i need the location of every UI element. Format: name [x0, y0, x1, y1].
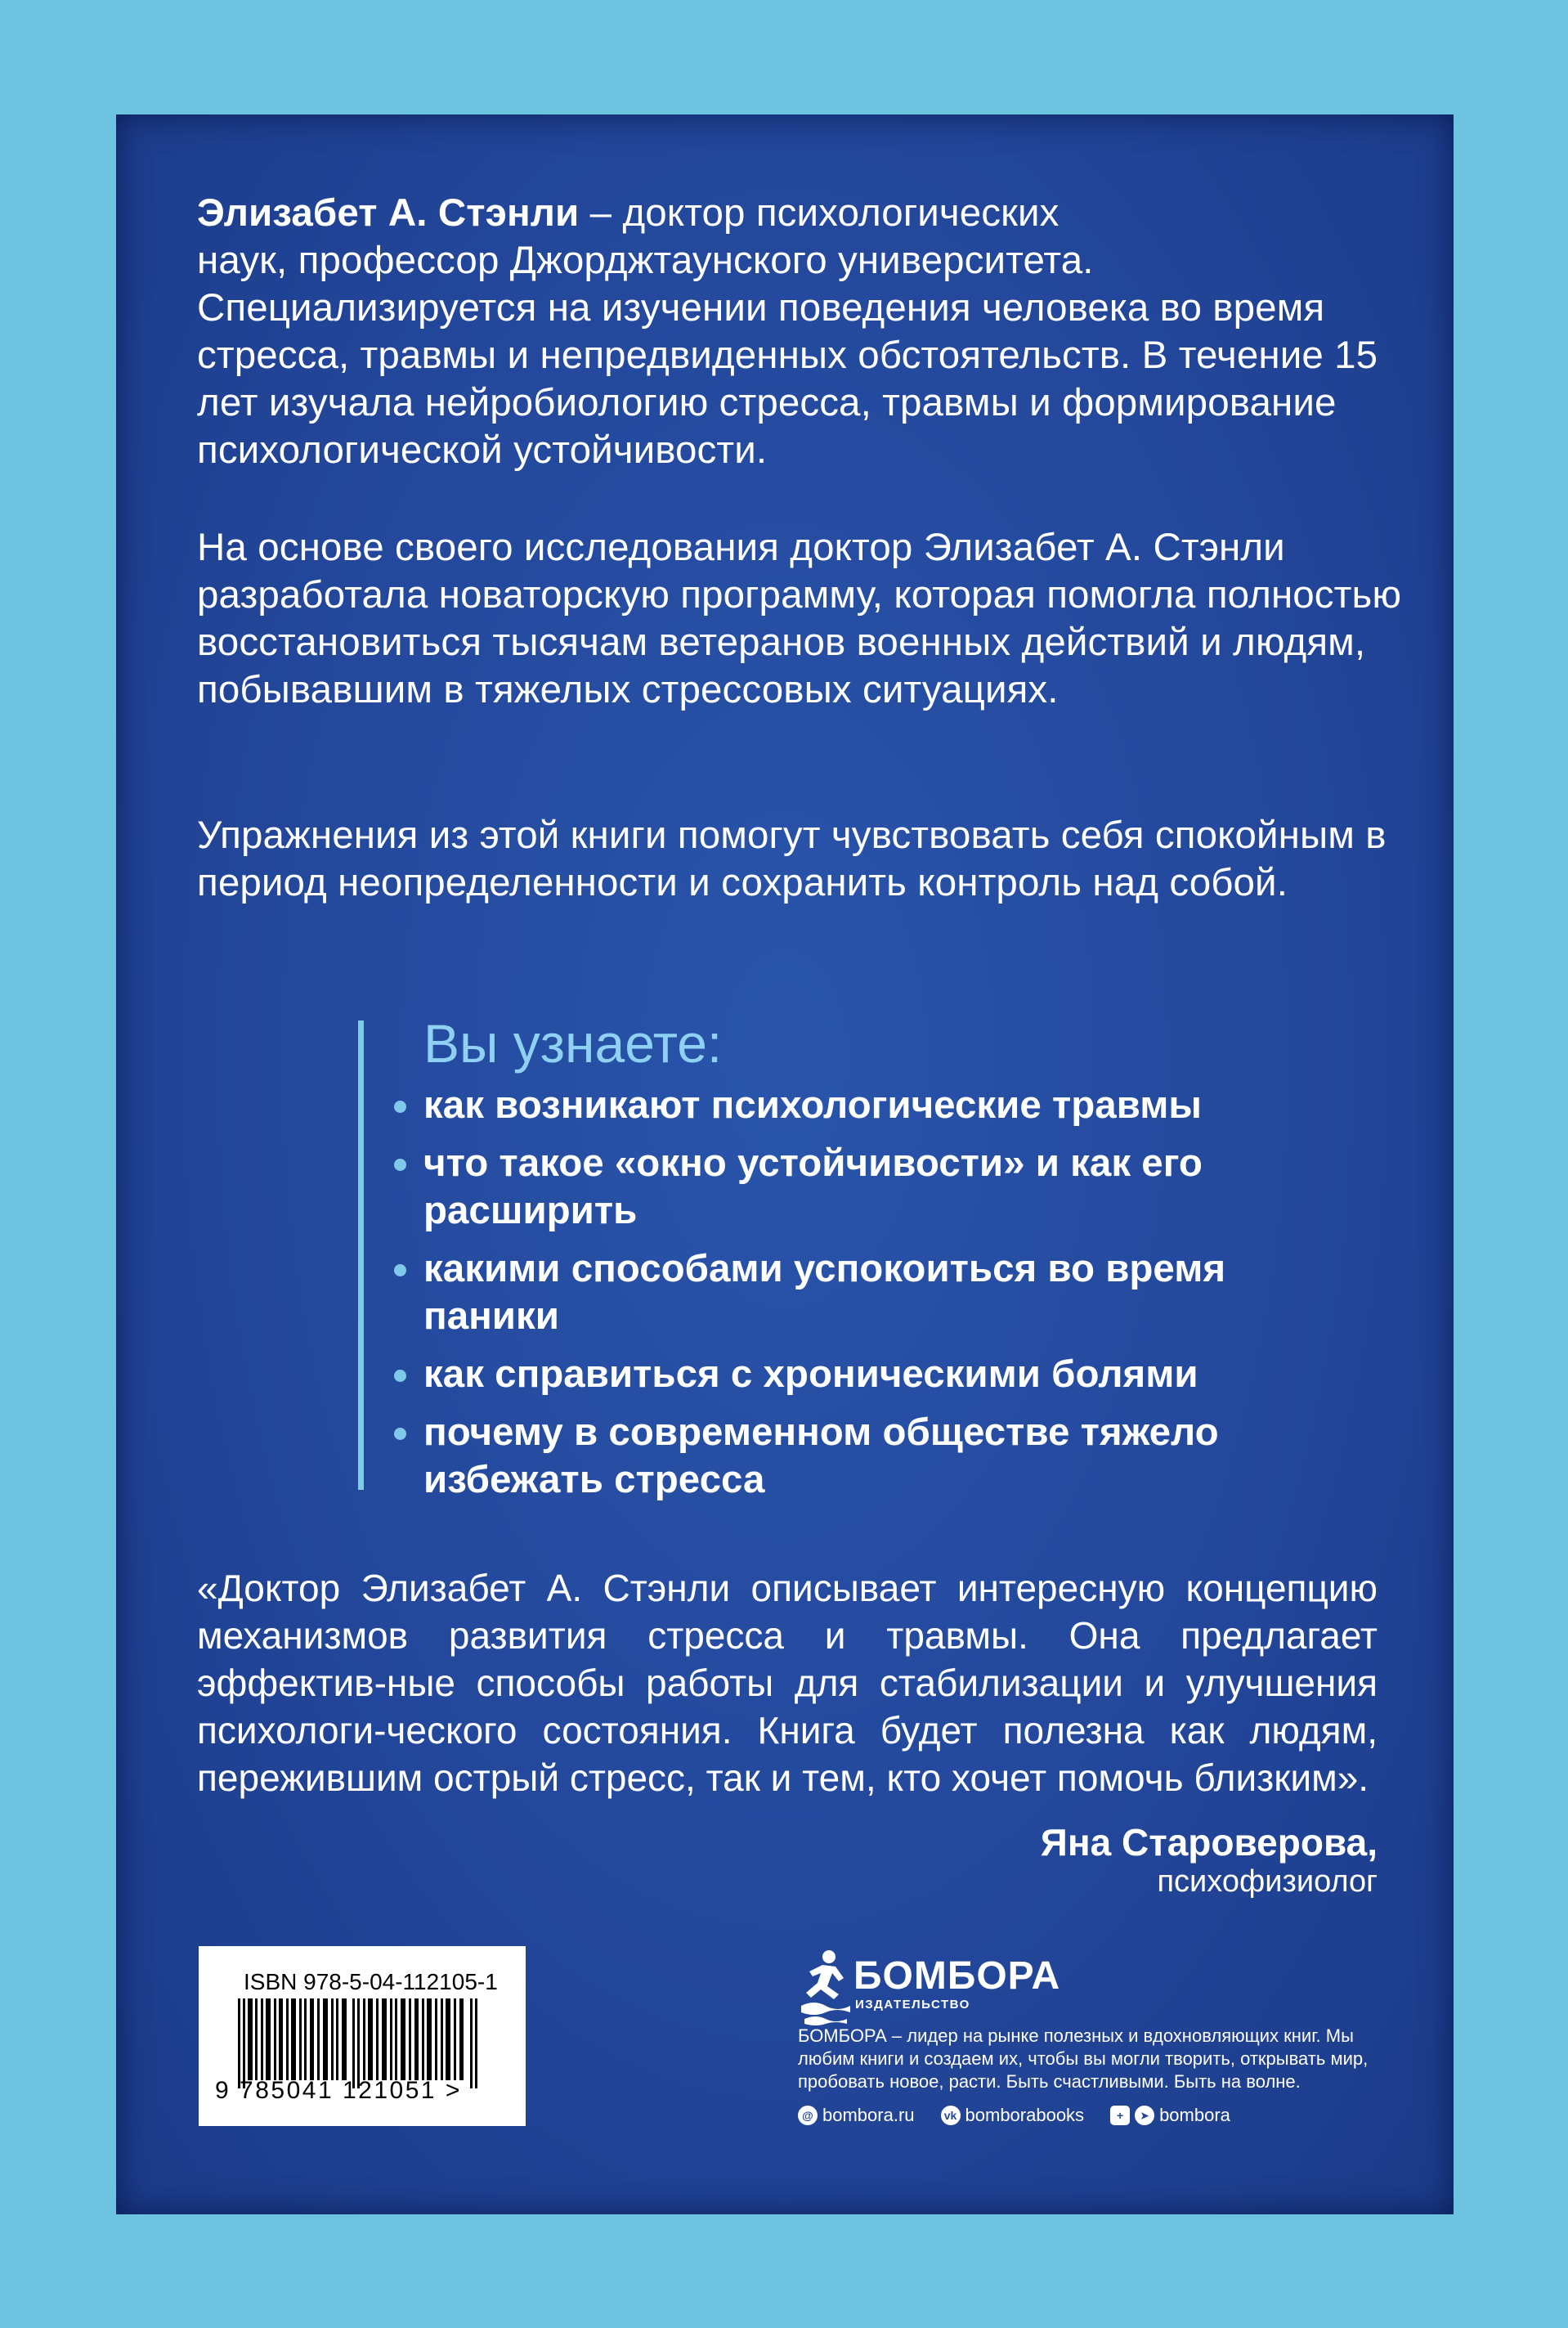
- publisher-subtitle: ИЗДАТЕЛЬСТВО: [855, 1998, 970, 2012]
- bullet-dot: [394, 1428, 406, 1440]
- isbn-barcode-block: [199, 1946, 526, 2126]
- author-bio-paragraph: Элизабет А. Стэнли – доктор психологических наук, профессор Джорджтаунского университета. Специализируется на изучении поведения человека во время стресса, травмы и непредвиденных обстоятельств. В течение 15 лет изучала нейробиологию стресса, травмы и формирование психологической устойчивости.: [197, 191, 1378, 472]
- bullet-dot: [394, 1101, 406, 1113]
- author-name: Элизабет А. Стэнли: [197, 191, 580, 235]
- social-telegram[interactable]: + ➤ bombora: [1110, 2105, 1230, 2126]
- barcode-icon: [238, 1998, 483, 2088]
- isbn-label: ISBN 978-5-04-112105-1: [244, 1969, 498, 1994]
- program-paragraph: На основе своего исследования доктор Элизабет А. Стэнли разработала новаторскую программу, которая помогла полностью восстановиться тысячам ветеранов военных действий и людям, побывавшим в тяжелых стрессовых ситуациях.: [197, 526, 1402, 711]
- exercises-paragraph: Упражнения из этой книги помогут чувствовать себя спокойным в период неопределенности и сохранить контроль над собой.: [197, 814, 1387, 904]
- social-vk[interactable]: vk bomborabooks: [941, 2105, 1085, 2126]
- review-quote: «Доктор Элизабет А. Стэнли описывает интересную концепцию механизмов развития стресса и травмы. Она предлагает эффектив-ные способы работы для стабилизации и улучшения психологи-ческого состояния. Книга будет полезна как людям, пережившим острый стресс, так и тем, кто хочет помочь близким».: [197, 1567, 1378, 1799]
- publisher-description: БОМБОРА – лидер на рынке полезных и вдохновляющих книг. Мы любим книги и создаем их, чтобы вы могли творить, открывать мир, пробовать новое, расти. Быть счастливыми. Быть на волне.: [798, 2025, 1369, 2092]
- learn-item: что такое «окно устойчивости» и как его расширить: [394, 1140, 1334, 1235]
- vk-icon: vk: [941, 2106, 961, 2125]
- bullet-dot: [394, 1264, 406, 1276]
- learn-item: почему в современном обществе тяжело избежать стресса: [394, 1409, 1334, 1504]
- bullet-dot: [394, 1159, 406, 1171]
- isbn-digits: 9 785041 121051 >: [215, 2077, 462, 2104]
- telegram-icon: ➤: [1135, 2106, 1154, 2125]
- learn-item: какими способами успокоиться во время паники: [394, 1245, 1334, 1340]
- publisher-name: БОМБОРА: [853, 1954, 1061, 1998]
- runner-logo-icon: [798, 1949, 850, 2027]
- plus-icon: +: [1110, 2106, 1130, 2125]
- bullet-dot: [394, 1370, 406, 1382]
- social-links: [798, 2103, 1257, 2128]
- learn-section-bar: [358, 1020, 364, 1490]
- learn-list: [394, 1082, 1334, 1514]
- learn-item: как возникают психологические травмы: [394, 1082, 1334, 1129]
- social-website[interactable]: @ bombora.ru: [798, 2105, 915, 2126]
- quote-author-role: психофизиолог: [1157, 1864, 1378, 1899]
- learn-item: как справиться с хроническими болями: [394, 1351, 1334, 1398]
- quote-author: Яна Староверова,: [1040, 1821, 1378, 1864]
- learn-section-title: Вы узнаете:: [423, 1013, 723, 1074]
- at-icon: @: [798, 2106, 818, 2125]
